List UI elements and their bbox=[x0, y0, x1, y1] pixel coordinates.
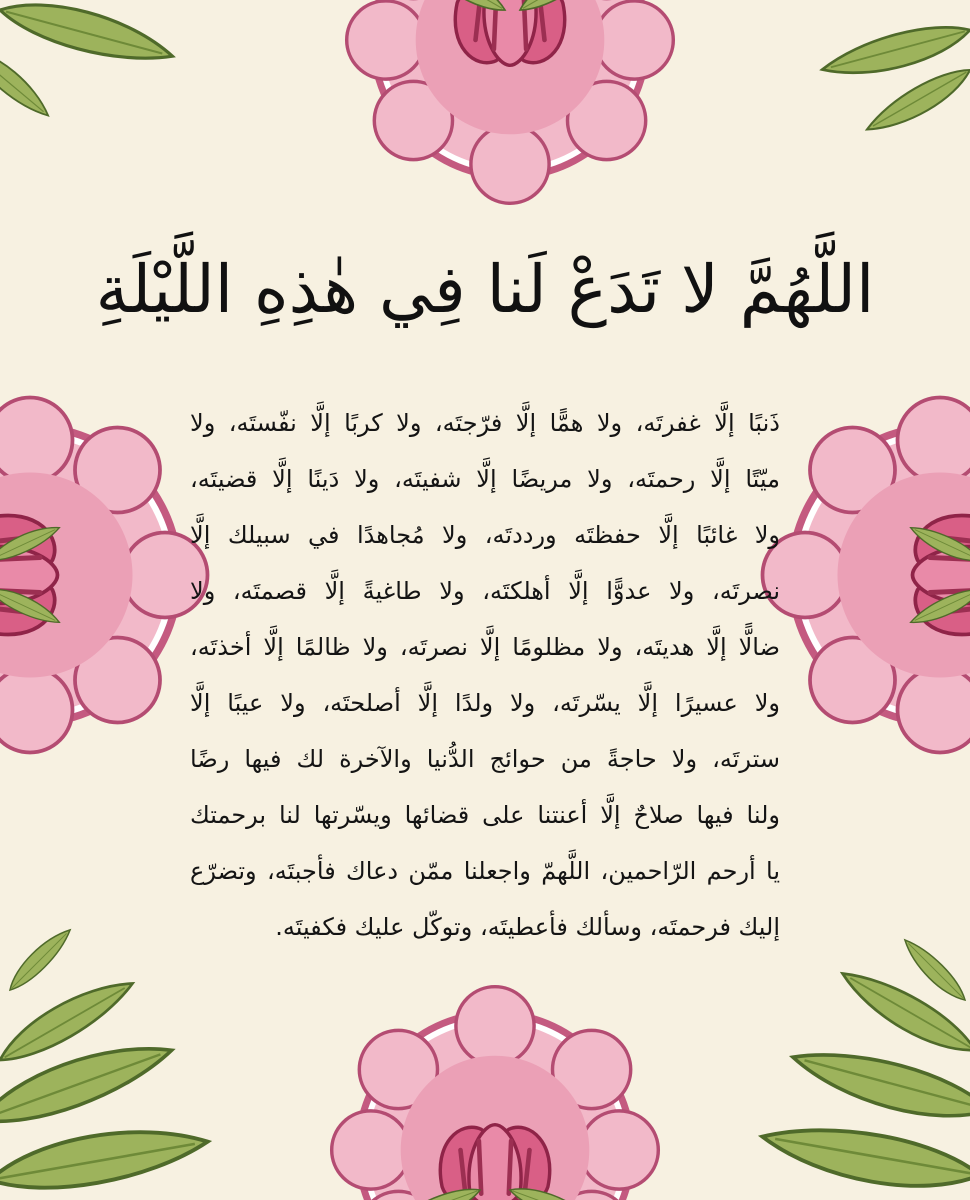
right-flower-icon bbox=[763, 398, 970, 753]
prayer-line: نصرتَه، ولا عدوًّا إلَّا أهلكتَه، ولا طاغيةً إلَّا قصمتَه، ولا bbox=[190, 577, 780, 605]
prayer-text bbox=[190, 395, 780, 995]
top-left-leaves-icon bbox=[0, 0, 178, 123]
top-right-leaves-icon bbox=[818, 16, 970, 142]
bottom-flower-icon bbox=[332, 987, 659, 1200]
prayer-title: اللَّهُمَّ لا تَدَعْ لَنا فِي هٰذِهِ اللَّيْلَةِ bbox=[95, 251, 875, 328]
bottom-right-leaves-icon bbox=[758, 934, 970, 1200]
prayer-line: يا أرحم الرّاحمين، اللَّهمّ واجعلنا ممّن دعاك فأجبتَه، وتضرّع bbox=[190, 857, 780, 885]
prayer-line: ولا عسيرًا إلَّا يسّرتَه، ولا ولدًا إلَّا أصلحتَه، ولا عيبًا إلَّا bbox=[190, 689, 780, 717]
top-flower-icon bbox=[347, 0, 674, 203]
prayer-line: ولا غائبًا إلَّا حفظتَه ورددتَه، ولا مُجاهدًا في سبيلك إلَّا bbox=[190, 521, 780, 549]
bottom-left-leaves-icon bbox=[0, 923, 211, 1200]
prayer-line: سترتَه، ولا حاجةً من حوائج الدُّنيا والآخرة لك فيها رضًا bbox=[190, 745, 780, 773]
prayer-line: ميّتًا إلَّا رحمتَه، ولا مريضًا إلَّا شفيتَه، ولا دَينًا إلَّا قضيتَه، bbox=[190, 465, 780, 493]
prayer-line: ولنا فيها صلاحٌ إلَّا أعنتنا على قضائها ويسّرتها لنا برحمتك bbox=[190, 801, 780, 829]
left-flower-icon bbox=[0, 398, 208, 753]
prayer-line: ضالًّا إلَّا هديتَه، ولا مظلومًا إلَّا نصرتَه، ولا ظالمًا إلَّا أخذتَه، bbox=[190, 633, 780, 661]
prayer-line: إليك فرحمتَه، وسألك فأعطيتَه، وتوكّل عليك فكفيتَه. bbox=[275, 913, 780, 941]
prayer-line: ذَنبًا إلَّا غفرتَه، ولا همًّا إلَّا فرّجتَه، ولا كربًا إلَّا نفّستَه، ولا bbox=[190, 409, 780, 437]
